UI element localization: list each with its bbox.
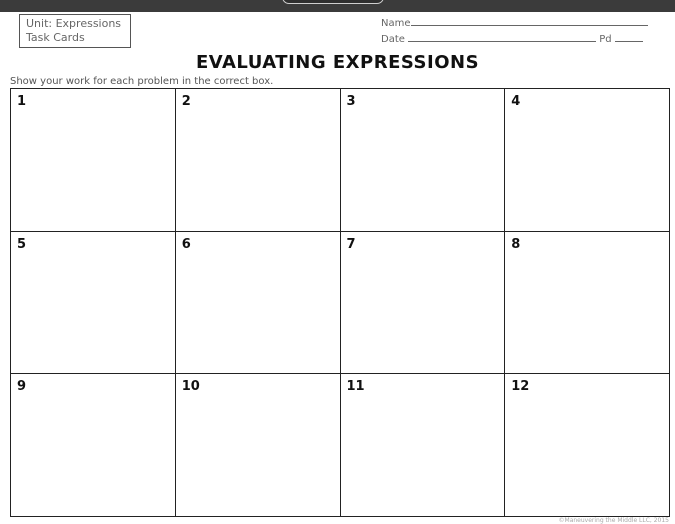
viewer-top-bar <box>0 0 675 12</box>
answer-box-5[interactable] <box>11 232 176 375</box>
instructions-text: Show your work for each problem in the correct box. <box>10 76 274 87</box>
unit-info-box <box>19 14 131 48</box>
box-number: 11 <box>346 379 365 395</box>
box-number: 2 <box>181 94 191 109</box>
box-number: 12 <box>511 379 530 395</box>
answer-box-1[interactable] <box>11 89 176 232</box>
period-label: Pd <box>599 34 612 45</box>
answer-box-6[interactable] <box>176 232 341 375</box>
name-field <box>381 15 648 29</box>
box-number: 10 <box>181 379 200 395</box>
box-number: 6 <box>181 236 191 252</box>
date-label: Date <box>381 34 405 45</box>
answer-box-12[interactable] <box>505 374 670 517</box>
copyright-notice: ©Maneuvering the Middle LLC, 2015 <box>558 517 669 524</box>
box-number: 1 <box>17 94 27 109</box>
task-cards-label: Task Cards <box>26 31 85 44</box>
page-title: EVALUATING EXPRESSIONS <box>195 52 480 73</box>
box-number: 4 <box>511 94 521 109</box>
answer-box-2[interactable] <box>176 89 341 232</box>
date-field <box>381 31 643 45</box>
box-number: 8 <box>511 236 521 252</box>
answer-grid <box>10 88 670 517</box>
box-number: 9 <box>17 379 27 395</box>
name-blank-line[interactable] <box>411 15 648 26</box>
answer-box-3[interactable] <box>341 89 506 232</box>
period-blank-line[interactable] <box>615 31 643 42</box>
box-number: 3 <box>346 94 356 109</box>
date-blank-line[interactable] <box>408 31 596 42</box>
name-label: Name <box>381 18 411 29</box>
answer-box-9[interactable] <box>11 374 176 517</box>
answer-box-4[interactable] <box>505 89 670 232</box>
answer-box-7[interactable] <box>341 232 506 375</box>
box-number: 7 <box>346 236 356 252</box>
answer-box-11[interactable] <box>341 374 506 517</box>
unit-label: Unit: Expressions <box>26 17 122 30</box>
viewer-toolbar-tab[interactable] <box>282 0 384 4</box>
answer-box-8[interactable] <box>505 232 670 375</box>
box-number: 5 <box>17 236 27 252</box>
answer-box-10[interactable] <box>176 374 341 517</box>
